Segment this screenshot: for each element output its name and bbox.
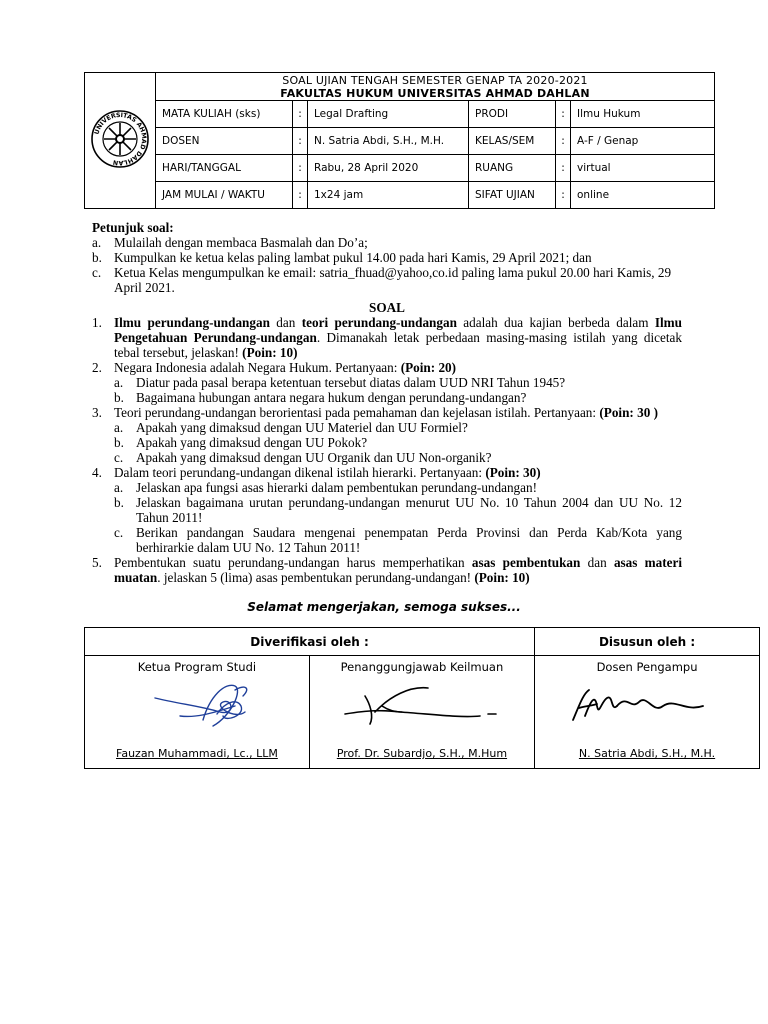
- header-row-lecturer: DOSEN : N. Satria Abdi, S.H., M.H. KELAS/SEM : A-F / Genap: [85, 128, 715, 155]
- question-5: 5. Pembentukan suatu perundang-undangan harus memperhatikan asas pembentukan dan asas materi muatan. jelaskan 5 (lima) asas pembentukan perundang-undangan! (Poin: 10): [92, 555, 683, 585]
- question-4a: a. Jelaskan apa fungsi asas hierarki dalam pembentukan perundang-undangan!: [114, 480, 537, 495]
- signer-role: Penanggungjawab Keilmuan: [340, 660, 504, 674]
- exam-header-table: [84, 72, 715, 209]
- question-3a: a. Apakah yang dimaksud dengan UU Materiel dan UU Formiel?: [114, 420, 468, 435]
- question-4: 4. Dalam teori perundang-undangan dikenal istilah hierarki. Pertanyaan: (Poin: 30): [92, 465, 541, 480]
- header-row-course: MATA KULIAH (sks) : Legal Drafting PRODI : Ilmu Hukum: [85, 101, 715, 128]
- question-2a: a. Diatur pada pasal berapa ketentuan tersebut diatas dalam UUD NRI Tahun 1945?: [114, 375, 566, 390]
- signature-icon: [535, 676, 760, 736]
- exam-title-line2: FAKULTAS HUKUM UNIVERSITAS AHMAD DAHLAN: [280, 86, 590, 100]
- instructions-title: Petunjuk soal:: [92, 220, 174, 235]
- signer-cell-head-of-program: [85, 656, 310, 769]
- label-time: JAM MULAI / WAKTU: [156, 182, 293, 209]
- signer-name: N. Satria Abdi, S.H., M.H.: [578, 747, 716, 760]
- instruction-item: c. Ketua Kelas mengumpulkan ke email: satria_fhuad@yahoo,co.id paling lama pukul 20.00 hari Kamis, 29 April 2021.: [92, 265, 672, 295]
- signer-name: Prof. Dr. Subardjo, S.H., M.Hum: [336, 747, 508, 760]
- value-prodi: Ilmu Hukum: [571, 101, 715, 128]
- value-date: Rabu, 28 April 2020: [308, 155, 469, 182]
- questions-title: SOAL: [369, 300, 405, 315]
- label-prodi: PRODI: [469, 101, 556, 128]
- question-1: 1. Ilmu perundang-undangan dan teori perundang-undangan adalah dua kajian berbeda dalam Ilmu Pengetahuan Perundang-undangan. Dimanakah letak perbedaan masing-masing istilah yang dicetak tebal tersebut, jelaskan! (Poin: 10): [92, 315, 683, 360]
- verification-table: [84, 627, 760, 769]
- value-time: 1x24 jam: [308, 182, 469, 209]
- label-course: MATA KULIAH (sks): [156, 101, 293, 128]
- question-2: 2. Negara Indonesia adalah Negara Hukum. Pertanyaan: (Poin: 20): [92, 360, 457, 375]
- question-3b: b. Apakah yang dimaksud dengan UU Pokok?: [114, 435, 368, 450]
- closing-message: Selamat mengerjakan, semoga sukses...: [247, 600, 521, 614]
- verified-by-header: Diverifikasi oleh :: [85, 628, 535, 656]
- signer-cell-lecturer: [535, 656, 760, 769]
- label-room: RUANG: [469, 155, 556, 182]
- signer-name: Fauzan Muhammadi, Lc., LLM: [116, 747, 278, 760]
- question-4b: b. Jelaskan bagaimana urutan perundang-undangan menurut UU No. 10 Tahun 2004 dan UU No. 12 Tahun 2011!: [114, 495, 682, 525]
- exam-title: [156, 73, 715, 101]
- exam-title-line1: SOAL UJIAN TENGAH SEMESTER GENAP TA 2020-2021: [282, 73, 588, 87]
- seal-text: UNIVERSITAS AHMAD DAHLAN: [93, 111, 148, 167]
- header-row-time: JAM MULAI / WAKTU : 1x24 jam SIFAT UJIAN : online: [85, 182, 715, 209]
- label-class: KELAS/SEM: [469, 128, 556, 155]
- question-3: 3. Teori perundang-undangan berorientasi pada pemahaman dan kejelasan istilah. Pertanyaan: (Poin: 30 ): [92, 405, 658, 420]
- instructions-list: [92, 235, 682, 295]
- instruction-item: b. Kumpulkan ke ketua kelas paling lambat pukul 14.00 pada hari Kamis, 29 April 2021; dan: [92, 250, 592, 265]
- value-class: A-F / Genap: [571, 128, 715, 155]
- value-course: Legal Drafting: [308, 101, 469, 128]
- instruction-item: a. Mulailah dengan membaca Basmalah dan Do’a;: [92, 235, 368, 250]
- question-2b: b. Bagaimana hubungan antara negara hukum dengan perundang-undangan?: [114, 390, 527, 405]
- signer-role: Ketua Program Studi: [137, 660, 257, 674]
- label-date: HARI/TANGGAL: [156, 155, 293, 182]
- exam-body: [92, 220, 682, 585]
- label-exam-type: SIFAT UJIAN: [469, 182, 556, 209]
- signature-icon: [310, 676, 535, 736]
- signature-icon: [85, 676, 310, 736]
- value-lecturer: N. Satria Abdi, S.H., M.H.: [308, 128, 469, 155]
- header-row-date: HARI/TANGGAL : Rabu, 28 April 2020 RUANG : virtual: [85, 155, 715, 182]
- value-exam-type: online: [571, 182, 715, 209]
- university-logo-cell: [85, 73, 156, 209]
- prepared-by-header: Disusun oleh :: [535, 628, 760, 656]
- question-3c: c. Apakah yang dimaksud dengan UU Organik dan UU Non-organik?: [114, 450, 492, 465]
- value-room: virtual: [571, 155, 715, 182]
- question-4c: c. Berikan pandangan Saudara mengenai penempatan Perda Provinsi dan Perda Kab/Kota yang berhirarkie dalam UU No. 12 Tahun 2011!: [114, 525, 682, 555]
- signer-cell-scientific-lead: [309, 656, 534, 769]
- university-seal-icon: [90, 109, 150, 169]
- signer-role: Dosen Pengampu: [596, 660, 698, 674]
- label-lecturer: DOSEN: [156, 128, 293, 155]
